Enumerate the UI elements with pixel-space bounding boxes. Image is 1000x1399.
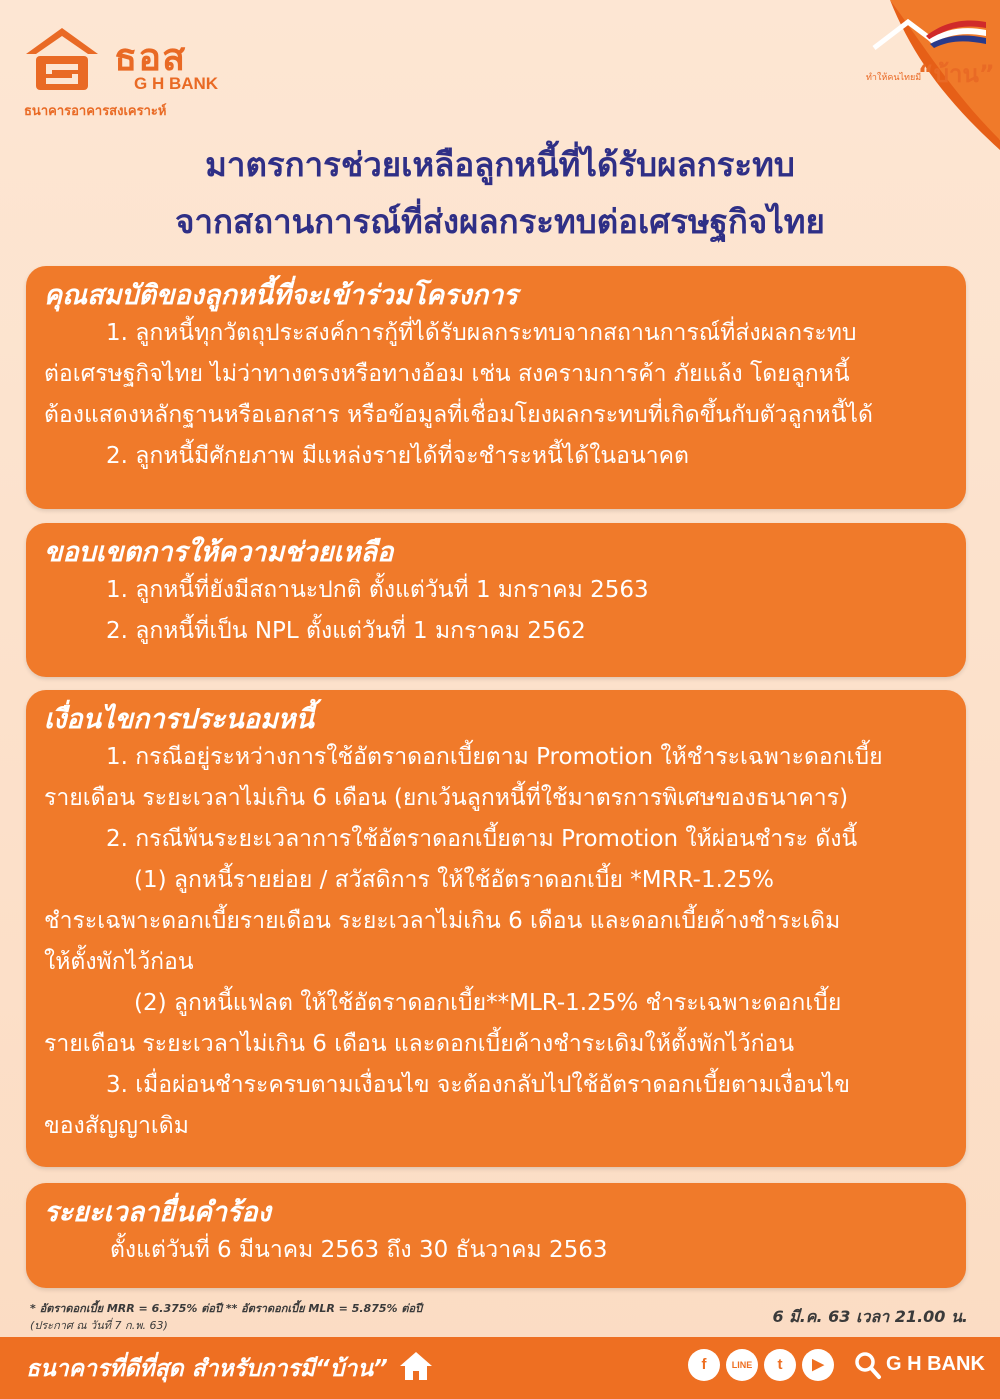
logo-sub-text: G H BANK bbox=[134, 74, 219, 93]
footer-brand[interactable]: G H BANK bbox=[886, 1353, 985, 1375]
eligibility-line: ต้องแสดงหลักฐานหรือเอกสาร หรือข้อมูลที่เชื่อมโยงผลกระทบที่เกิดขึ้นกับตัวลูกหนี้ได้ bbox=[44, 402, 873, 429]
scope-section bbox=[26, 523, 966, 677]
conditions-line: 3. เมื่อผ่อนชำระครบตามเงื่อนไข จะต้องกลับไปใช้อัตราดอกเบี้ยตามเงื่อนไข bbox=[106, 1072, 850, 1099]
roof-flag-icon bbox=[866, 8, 990, 56]
social-links bbox=[688, 1349, 834, 1385]
period-section bbox=[26, 1183, 966, 1288]
page-title-line-2: จากสถานการณ์ที่ส่งผลกระทบต่อเศรษฐกิจไทย bbox=[175, 202, 825, 241]
eligibility-line: 2. ลูกหนี้มีศักยภาพ มีแหล่งรายได้ที่จะชำระหนี้ได้ในอนาคต bbox=[106, 443, 689, 470]
facebook-icon[interactable]: f bbox=[688, 1349, 720, 1381]
page-title-line-1: มาตรการช่วยเหลือลูกหนี้ที่ได้รับผลกระทบ bbox=[205, 145, 795, 184]
eligibility-heading: คุณสมบัติของลูกหนี้ที่จะเข้าร่วมโครงการ bbox=[44, 280, 518, 311]
conditions-line: 1. กรณีอยู่ระหว่างการใช้อัตราดอกเบี้ยตาม Promotion ให้ชำระเฉพาะดอกเบี้ย bbox=[106, 744, 883, 771]
eligibility-line: 1. ลูกหนี้ทุกวัตถุประสงค์การกู้ที่ได้รับผลกระทบจากสถานการณ์ที่ส่งผลกระทบ bbox=[106, 320, 857, 347]
scope-heading: ขอบเขตการให้ความช่วยเหลือ bbox=[44, 537, 394, 568]
scope-line: 2. ลูกหนี้ที่เป็น NPL ตั้งแต่วันที่ 1 มกราคม 2562 bbox=[106, 618, 586, 645]
footer-slogan: ธนาคารที่ดีที่สุด สำหรับการมี“บ้าน” bbox=[26, 1356, 388, 1382]
line-icon[interactable]: LINE bbox=[726, 1349, 758, 1381]
conditions-line: รายเดือน ระยะเวลาไม่เกิน 6 เดือน (ยกเว้นลูกหนี้ที่ใช้มาตรการพิเศษของธนาคาร) bbox=[44, 785, 849, 812]
conditions-section bbox=[26, 690, 966, 1167]
ghb-house-icon bbox=[22, 24, 102, 94]
rate-footnote: * อัตราดอกเบี้ย MRR = 6.375% ต่อปี ** อัตราดอกเบี้ย MLR = 5.875% ต่อปี bbox=[30, 1302, 423, 1315]
conditions-line: (2) ลูกหนี้แฟลต ให้ใช้อัตราดอกเบี้ย**MLR-1.25% ชำระเฉพาะดอกเบี้ย bbox=[134, 990, 842, 1017]
period-line: ตั้งแต่วันที่ 6 มีนาคม 2563 ถึง 30 ธันวาคม 2563 bbox=[110, 1237, 608, 1264]
period-heading: ระยะเวลายื่นคำร้อง bbox=[44, 1197, 271, 1228]
logo-caption: ธนาคารอาคารสงเคราะห์ bbox=[24, 104, 167, 119]
partner-big-text: “บ้าน” bbox=[918, 60, 995, 88]
home-icon bbox=[398, 1349, 434, 1383]
eligibility-line: ต่อเศรษฐกิจไทย ไม่ว่าทางตรงหรือทางอ้อม เช่น สงครามการค้า ภัยแล้ง โดยลูกหนี้ bbox=[44, 361, 850, 388]
twitter-icon[interactable]: t bbox=[764, 1349, 796, 1381]
conditions-line: ชำระเฉพาะดอกเบี้ยรายเดือน ระยะเวลาไม่เกิน 6 เดือน และดอกเบี้ยค้างชำระเดิม bbox=[44, 908, 841, 935]
scope-line: 1. ลูกหนี้ที่ยังมีสถานะปกติ ตั้งแต่วันที่ 1 มกราคม 2563 bbox=[106, 577, 649, 604]
datestamp: 6 มี.ค. 63 เวลา 21.00 น. bbox=[772, 1307, 968, 1326]
ghbank-logo[interactable] bbox=[22, 18, 232, 118]
partner-small-text: ทำให้คนไทยมี bbox=[866, 73, 922, 83]
logo-main-text: ธอส bbox=[114, 37, 187, 79]
conditions-heading: เงื่อนไขการประนอมหนี้ bbox=[44, 704, 314, 735]
eligibility-section bbox=[26, 266, 966, 509]
conditions-line: ของสัญญาเดิม bbox=[44, 1113, 189, 1140]
announcement-footnote: (ประกาศ ณ วันที่ 7 ก.พ. 63) bbox=[30, 1319, 168, 1332]
youtube-icon[interactable]: ▶ bbox=[802, 1349, 834, 1381]
conditions-line: (1) ลูกหนี้รายย่อย / สวัสดิการ ให้ใช้อัตราดอกเบี้ย *MRR-1.25% bbox=[134, 867, 775, 894]
conditions-line: ให้ตั้งพักไว้ก่อน bbox=[44, 949, 194, 976]
search-icon[interactable] bbox=[854, 1351, 882, 1381]
conditions-line: 2. กรณีพ้นระยะเวลาการใช้อัตราดอกเบี้ยตาม Promotion ให้ผ่อนชำระ ดังนี้ bbox=[106, 826, 858, 853]
ban-partner-logo bbox=[866, 8, 995, 88]
conditions-line: รายเดือน ระยะเวลาไม่เกิน 6 เดือน และดอกเบี้ยค้างชำระเดิมให้ตั้งพักไว้ก่อน bbox=[44, 1031, 795, 1058]
footer-bar bbox=[0, 1337, 1000, 1399]
